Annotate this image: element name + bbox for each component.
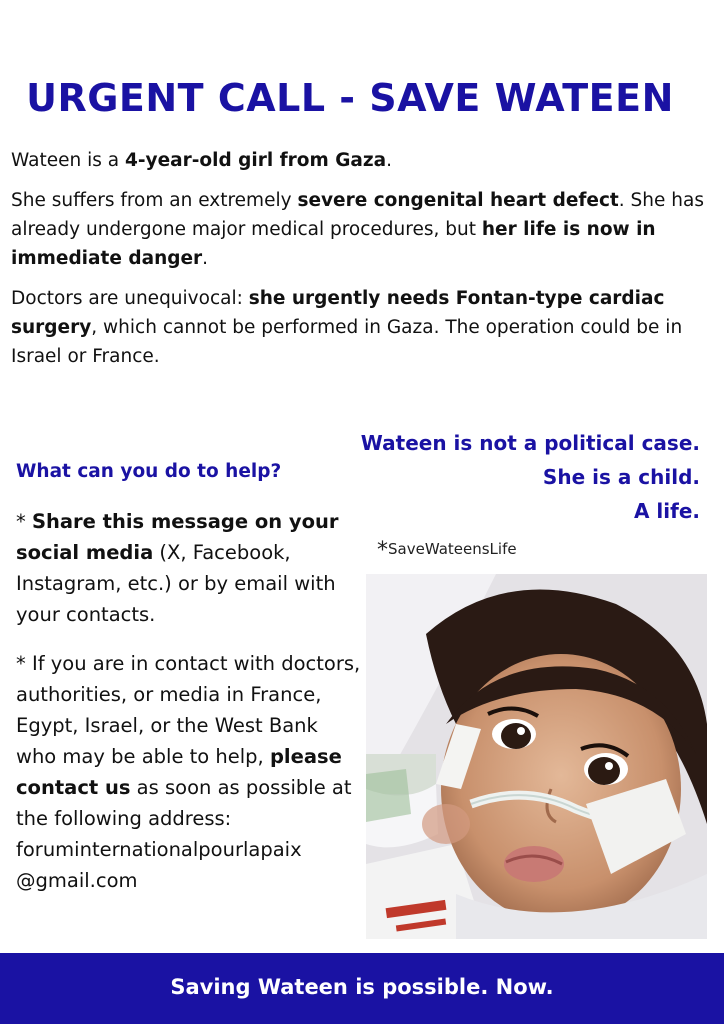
intro-text: Doctors are unequivocal:: [11, 288, 249, 309]
intro-bold: severe congenital heart defect: [297, 190, 619, 211]
callout-line-1: Wateen is not a political case.: [360, 431, 700, 455]
intro-bold: 4-year-old girl from Gaza: [124, 150, 387, 171]
help-item-2: [16, 648, 361, 896]
callout-line-3: A life.: [633, 499, 700, 523]
intro-text: Wateen is a: [11, 150, 125, 171]
hashtag-text: SaveWateensLife: [388, 540, 517, 558]
hashtag: [377, 538, 517, 563]
help-heading: What can you do to help?: [16, 461, 282, 482]
help-bold: Share this message on your social media: [16, 510, 339, 564]
intro-bold: she urgently needs Fontan-type cardiac surgery: [11, 288, 665, 338]
intro-bold: her life is now in immediate danger: [11, 219, 656, 269]
asterisk-icon: *: [377, 538, 388, 563]
page-title: URGENT CALL - SAVE WATEEN: [26, 76, 674, 120]
intro-text: , which cannot be performed in Gaza. The operation could be in Israel or France.: [11, 317, 683, 367]
help-bold: please contact us: [16, 745, 342, 799]
help-text: as soon as possible at the following address:: [16, 776, 352, 830]
intro-text: .: [386, 150, 393, 171]
help-text: * If you are in contact with doctors, authorities, or media in France, Egypt, Israel, or the West Bank who may be able to help,: [16, 652, 361, 768]
help-item-1: [16, 506, 361, 630]
help-text: *: [16, 510, 32, 533]
footer-banner: Saving Wateen is possible. Now.: [0, 953, 724, 1024]
intro-paragraph-3: [11, 284, 711, 371]
child-photo-illustration: [366, 574, 707, 939]
contact-email-domain[interactable]: @gmail.com: [16, 869, 138, 892]
intro-paragraph-2: [11, 186, 711, 273]
help-text: (X, Facebook, Instagram, etc.) or by email with your contacts.: [16, 541, 336, 626]
child-photo: [366, 574, 707, 939]
callout: [361, 426, 700, 528]
intro-paragraph-1: [11, 146, 711, 175]
contact-email[interactable]: foruminternationalpourlapaix: [16, 838, 302, 861]
intro-section: [11, 146, 711, 382]
intro-text: .: [202, 248, 209, 269]
callout-line-2: She is a child.: [542, 465, 700, 489]
intro-text: . She has already undergone major medical procedures, but: [11, 190, 704, 240]
help-section: [16, 506, 361, 914]
intro-text: She suffers from an extremely: [11, 190, 298, 211]
